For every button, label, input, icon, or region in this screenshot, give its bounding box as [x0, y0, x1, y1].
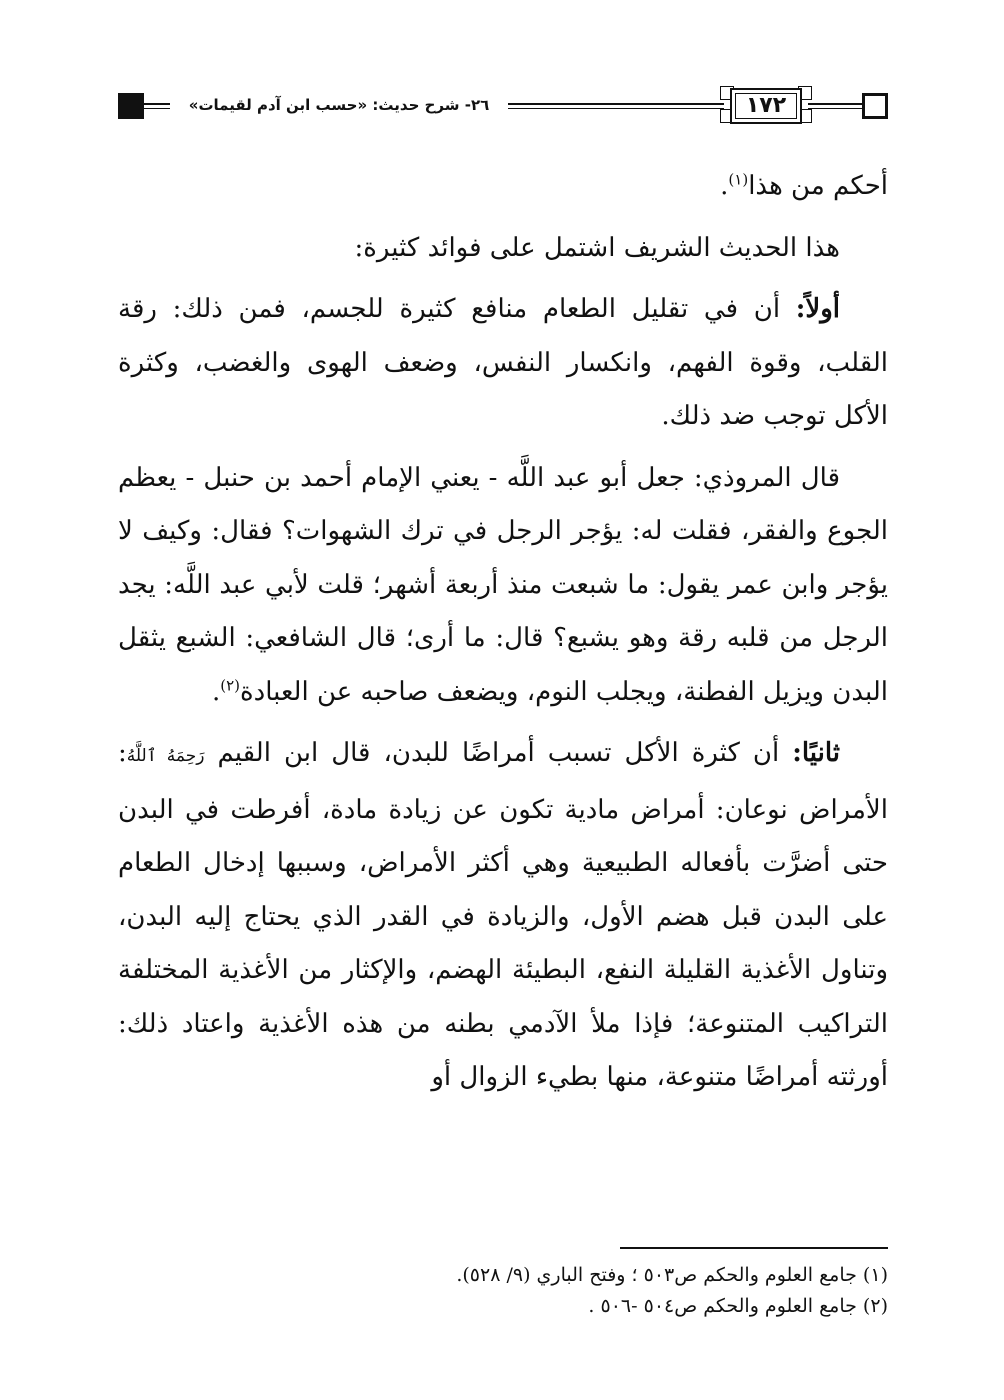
page-number: ١٧٢ — [745, 93, 787, 118]
header-ornament-left — [118, 93, 144, 119]
text-run: قال المروذي: جعل أبو عبد اللَّه - يعني الإمام أحمد بن حنبل - يعظم الجوع والفقر، فقلت له: يؤجر الرجل في ترك الشهوات؟ فقال: وكيف لا يؤجر وابن عمر يقول: ما شبعت منذ أربعة أشهر؛ قلت لأبي عبد اللَّه: يجد الرجل من قلبه رقة وهو يشبع؟ قال: ما أرى؛ قال الشافعي: الشبع يثقل البدن ويزيل الفطنة، ويجلب النوم، ويضعف صاحبه عن العبادة — [118, 462, 888, 707]
footnote-separator — [620, 1247, 888, 1249]
footnotes — [118, 1260, 888, 1322]
paragraph: هذا الحديث الشريف اشتمل على فوائد كثيرة: — [354, 232, 840, 263]
text-run: . — [211, 676, 221, 707]
paragraph — [118, 160, 888, 214]
page-number-frame — [718, 86, 814, 124]
footnote: (١) جامع العلوم والحكم ص٥٠٣ ؛ وفتح الباري (٩/ ٥٢٨). — [456, 1264, 888, 1286]
paragraph-lead: ثانيًا: — [792, 738, 840, 768]
text-run: : الأمراض نوعان: أمراض مادية تكون عن زيادة مادة، أفرطت في البدن حتى أضرَّت بأفعاله الطبيعية وهي أكثر الأمراض، وسببها إدخال الطعام على البدن قبل هضم الأول، والزيادة في القدر الذي يحتاج إليه البدن، وتناول الأغذية القليلة النفع، البطيئة الهضم، والإكثار من الأغذية المختلفة التراكيب المتنوعة؛ فإذا ملأ الآدمي بطنه من هذه الأغذية واعتاد ذلك: أورثته أمراضًا متنوعة، منها بطيء الزوال أو — [118, 738, 888, 1092]
page-header — [118, 86, 888, 126]
running-title: ٢٦- شرح حديث: «حسب ابن آدم لقيمات» — [170, 90, 508, 120]
text-run: أن كثرة الأكل تسبب أمراضًا للبدن، قال ابن القيم — [204, 738, 793, 768]
footnote-ref[interactable]: (٢) — [220, 675, 241, 694]
header-ornament-right — [862, 93, 888, 119]
footnote: (٢) جامع العلوم والحكم ص٥٠٤ -٥٠٦ . — [588, 1295, 888, 1317]
main-text — [118, 160, 888, 1105]
honorific-glyph: رَحِمَهُ ٱللَّهُ — [126, 746, 205, 766]
header-rule-right — [808, 103, 868, 105]
paragraph — [118, 727, 888, 1105]
text-run: . — [720, 171, 729, 201]
header-rule-right-thin — [808, 108, 868, 109]
text-run: أحكم من هذا — [748, 171, 888, 201]
paragraph-lead: أولاً: — [795, 294, 840, 324]
footnote-ref[interactable]: (١) — [728, 170, 749, 189]
paragraph — [118, 283, 888, 444]
text-run: أن في تقليل الطعام منافع كثيرة للجسم، فمن ذلك: رقة القلب، وقوة الفهم، وانكسار النفس، وضعف الهوى والغضب، وكثرة الأكل توجب ضد ذلك. — [118, 294, 888, 431]
paragraph — [118, 452, 888, 720]
